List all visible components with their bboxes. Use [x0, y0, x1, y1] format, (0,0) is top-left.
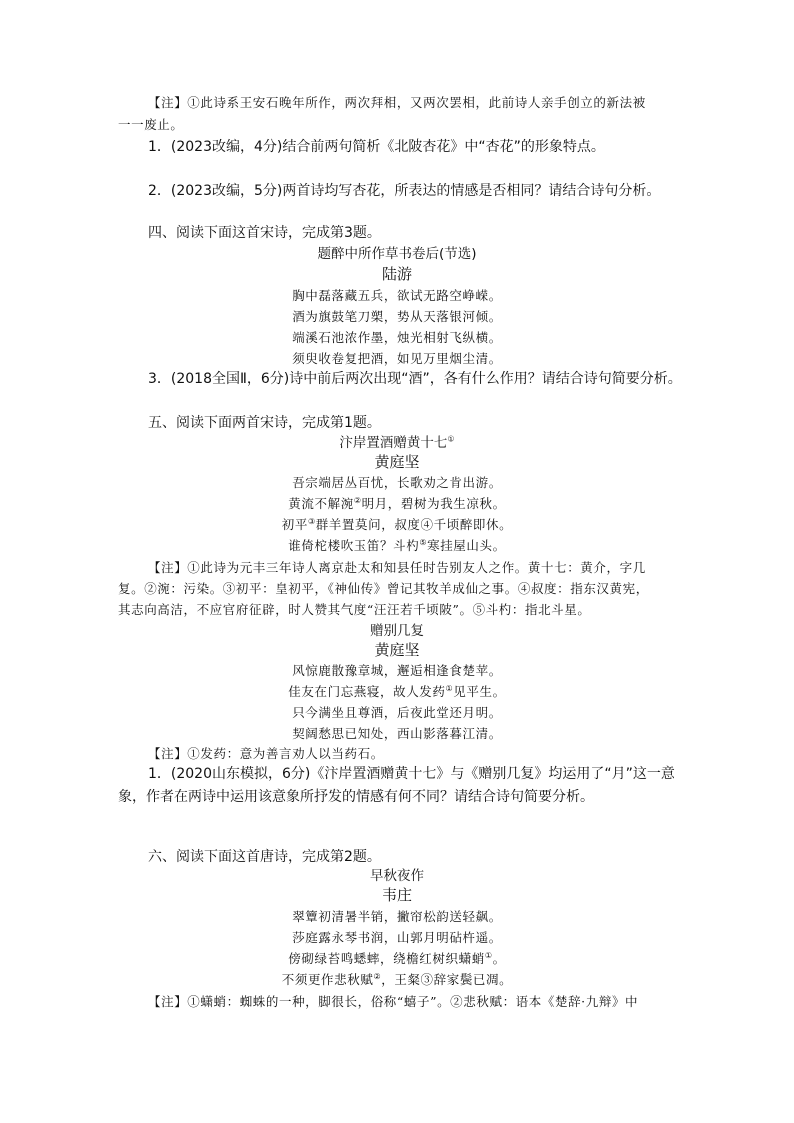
- section5-poem1-author: 黄庭坚: [374, 453, 420, 471]
- section6-poem-title: 早秋夜作: [370, 868, 424, 884]
- section4-poem-line: 酒为旗鼓笔刀槊，势从天落银河倾。: [292, 309, 502, 324]
- section6-poem-line: 翠簟初清暑半销，撇帘松韵送轻飙。: [292, 909, 502, 924]
- section4-poem-title: 题醉中所作草书卷后(节选): [317, 246, 477, 262]
- section5-poem1-line: 黄流不解涴②明月，碧树为我生凉秋。: [288, 495, 506, 511]
- section4-poem-line: 端溪石池浓作墨，烛光相射飞纵横。: [292, 330, 502, 345]
- section6-note: 【注】①蟏蛸：蜘蛛的一种，脚很长，俗称“蟢子”。②悲秋赋：语本《楚辞·九辩》中: [148, 994, 639, 1009]
- section5-poem1-line: 吾宗端居丛百忧，长歌劝之肯出游。: [292, 475, 502, 490]
- section5-poem2-line: 契阔愁思已知处，西山影落暮江清。: [292, 726, 502, 741]
- section6-heading: 六、阅读下面这首唐诗，完成第2题。: [148, 849, 381, 865]
- section6-poem-line: 傍砌绿苔鸣蟋蟀，绕檐红树织蟏蛸①。: [288, 950, 506, 966]
- section6-poem-line: 不须更作悲秋赋②，王粲③辞家鬓已凋。: [281, 971, 513, 987]
- section5-poem1-line: 谁倚柁楼吹玉笛？斗杓⑤寒挂屋山头。: [288, 537, 506, 553]
- section5-poem1-line: 初平③群羊置莫问，叔度④千顷醉即休。: [281, 516, 513, 532]
- question-2: 2．(2023改编，5分)两首诗均写杏花，所表达的情感是否相同？请结合诗句分析。: [148, 183, 661, 199]
- section5-question: 1．(2020山东模拟，6分)《汴岸置酒赠黄十七》与《赠别几复》均运用了“月”这一意: [148, 766, 675, 782]
- section5-heading: 五、阅读下面两首宋诗，完成第1题。: [148, 415, 381, 431]
- question-1: 1．(2023改编，4分)结合前两句简析《北陂杏花》中“杏花”的形象特点。: [148, 139, 605, 155]
- section4-question: 3．(2018全国Ⅱ，6分)诗中前后两次出现“酒”，各有什么作用？请结合诗句简要分析。: [148, 371, 682, 387]
- section5-poem2-title: 赠别几复: [370, 623, 424, 639]
- section6-poem-author: 韦庄: [381, 886, 412, 904]
- section5-poem2-note: 【注】①发药：意为善言劝人以当药石。: [148, 746, 384, 761]
- section5-poem1-note: 其志向高洁，不应官府征辟，时人赞其气度“汪汪若千顷陂”。⑤斗杓：指北斗星。: [118, 602, 591, 617]
- section4-heading: 四、阅读下面这首宋诗，完成第3题。: [148, 225, 381, 241]
- section5-poem2-line: 只今满坐且尊酒，后夜此堂还月明。: [292, 705, 502, 720]
- section5-poem2-line: 风惊鹿散豫章城，邂逅相逢食楚苹。: [292, 663, 502, 678]
- section5-question: 象，作者在两诗中运用该意象所抒发的情感有何不同？请结合诗句简要分析。: [118, 789, 594, 805]
- section6-poem-line: 莎庭露永琴书润，山郭月明砧杵遥。: [292, 930, 502, 945]
- section4-poem-line: 胸中磊落藏五兵，欲试无路空峥嵘。: [292, 288, 502, 303]
- note-top-line2: 一一废止。: [118, 117, 184, 132]
- section4-poem-line: 须臾收卷复把酒，如见万里烟尘清。: [292, 351, 502, 366]
- section5-poem2-line: 佳友在门忘燕寝，故人发药①见平生。: [288, 683, 506, 699]
- section5-poem2-author: 黄庭坚: [374, 641, 420, 659]
- section5-poem1-note: 【注】①此诗为元丰三年诗人离京赴太和知县任时告别友人之作。黄十七：黄介，字几: [148, 560, 646, 575]
- section5-poem1-title: 汴岸置酒赠黄十七①: [339, 434, 455, 451]
- note-top-line1: 【注】①此诗系王安石晚年所作，两次拜相，又两次罢相，此前诗人亲手创立的新法被: [148, 95, 646, 110]
- section5-poem1-note: 复。②涴：污染。③初平：皇初平，《神仙传》曾记其牧羊成仙之事。④叔度：指东汉黄宪，: [118, 581, 649, 596]
- section4-poem-author: 陆游: [381, 265, 412, 283]
